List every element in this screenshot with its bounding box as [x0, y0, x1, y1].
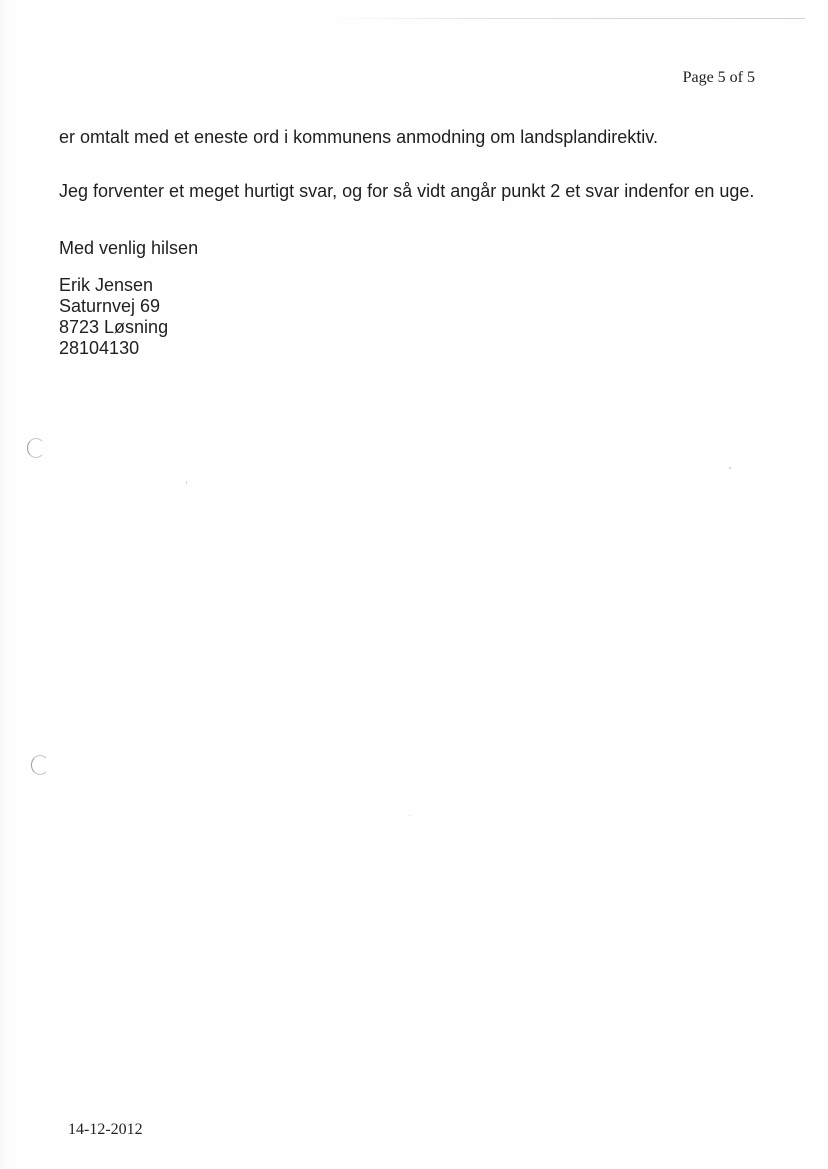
- letter-closing: Med venlig hilsen: [59, 238, 199, 258]
- scan-artifact-line: [330, 18, 805, 19]
- signature-block: [59, 275, 769, 359]
- scan-edge-shadow: [0, 0, 10, 1169]
- scan-speck: [729, 467, 731, 469]
- signature-name: Erik Jensen: [59, 275, 154, 295]
- punch-hole-bottom: [31, 755, 49, 775]
- signature-phone: 28104130: [59, 338, 140, 358]
- scan-speck: [409, 815, 410, 816]
- punch-hole-top: [27, 438, 45, 458]
- signature-street: Saturnvej 69: [59, 296, 161, 316]
- page-number: Page 5 of 5: [682, 69, 755, 86]
- letter-request-paragraph: Jeg forventer et meget hurtigt svar, og for så vidt angår punkt 2 et svar indenfor en uge.: [59, 181, 755, 201]
- signature-city: 8723 Løsning: [59, 317, 169, 337]
- letter-continuation-paragraph: er omtalt med et eneste ord i kommunens anmodning om landsplandirektiv.: [59, 127, 658, 147]
- footer-date: 14-12-2012: [68, 1121, 143, 1138]
- scan-speck: [186, 481, 187, 484]
